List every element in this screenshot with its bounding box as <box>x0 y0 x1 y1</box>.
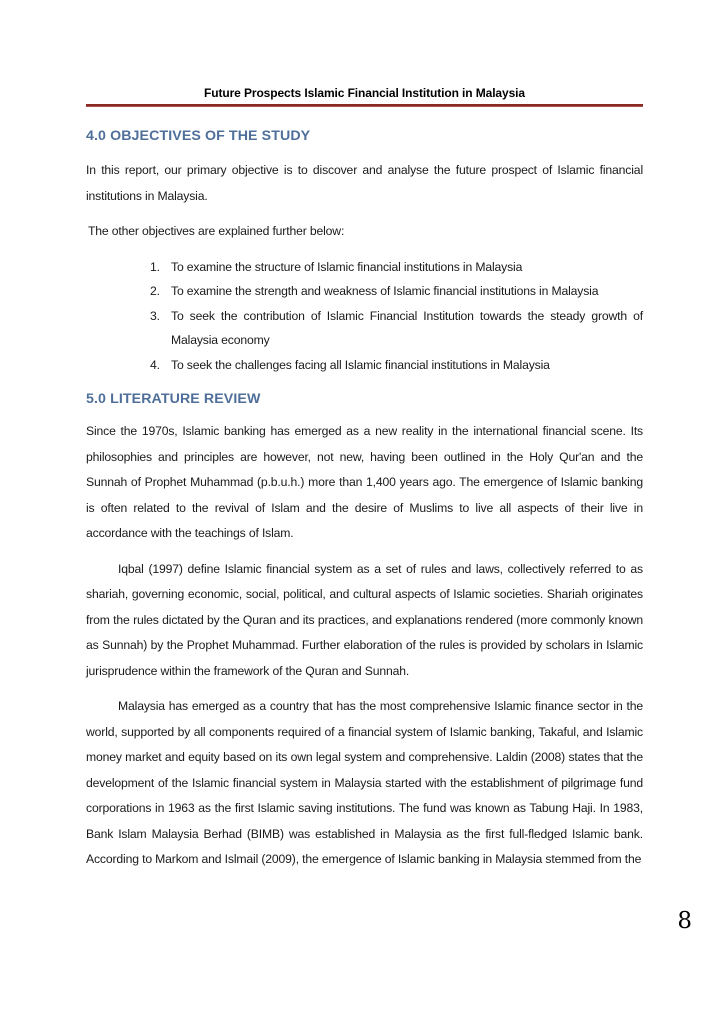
list-item <box>150 255 643 280</box>
literature-paragraph-3: Malaysia has emerged as a country that has the most comprehensive Islamic finance sector in the world, supported by all components required of a financial system of Islamic banking, Takaful, and Islamic money market and equity based on its own legal system and comprehensive. Laldin (2008) states that the development of the Islamic financial system in Malaysia started with the establishment of pilgrimage fund corporations in 1963 as the first Islamic saving institutions. The fund was known as Tabung Haji. In 1983, Bank Islam Malaysia Berhad (BIMB) was established in Malaysia as the first full-fledged Islamic bank. According to Markom and Islmail (2009), the emergence of Islamic banking in Malaysia stemmed from the <box>86 699 643 866</box>
header-rule <box>86 104 643 107</box>
list-item-number: 4. <box>150 357 160 372</box>
list-item-text: To examine the strength and weakness of Islamic financial institutions in Malaysia <box>171 284 599 298</box>
literature-paragraph-2: Iqbal (1997) define Islamic financial system as a set of rules and laws, collectively referred to as shariah, governing economic, social, political, and cultural aspects of Islamic societies. Shariah originates from the rules dictated by the Quran and its practices, and explanations rendered (more commonly known as Sunnah) by the Prophet Muhammad. Further elaboration of the rules is provided by scholars in Islamic jurisprudence within the framework of the Quran and Sunnah. <box>86 561 643 678</box>
list-item <box>150 279 643 304</box>
objectives-list <box>86 255 643 378</box>
literature-paragraph-1: Since the 1970s, Islamic banking has emerged as a new reality in the international financial scene. Its philosophies and principles are however, not new, having been outlined in the Holy Qur'an and the Sunnah of Prophet Muhammad (p.b.u.h.) more than 1,400 years ago. The emergence of Islamic banking is often related to the revival of Islam and the desire of Muslims to live all aspects of their live in accordance with the teachings of Islam. <box>86 424 643 540</box>
list-item-number: 1. <box>150 259 160 274</box>
list-item-number: 2. <box>150 284 160 298</box>
page-number: 8 <box>677 908 692 934</box>
list-item <box>150 353 643 378</box>
list-item-text: To examine the structure of Islamic financial institutions in Malaysia <box>171 259 523 274</box>
objectives-heading: 4.0 OBJECTIVES OF THE STUDY <box>86 128 311 144</box>
running-header: Future Prospects Islamic Financial Institution in Malaysia <box>204 86 525 100</box>
objectives-lead: The other objectives are explained further below: <box>88 224 345 238</box>
list-item <box>150 304 643 353</box>
list-item-text: To seek the challenges facing all Islamic financial institutions in Malaysia <box>171 357 550 372</box>
literature-heading: 5.0 LITERATURE REVIEW <box>86 391 261 407</box>
list-item-text: To seek the contribution of Islamic Financial Institution towards the steady growth of Malaysia economy <box>171 308 643 347</box>
page-content <box>86 128 643 873</box>
list-item-number: 3. <box>150 308 160 323</box>
objectives-intro: In this report, our primary objective is to discover and analyse the future prospect of Islamic financial institutions in Malaysia. <box>86 163 643 203</box>
